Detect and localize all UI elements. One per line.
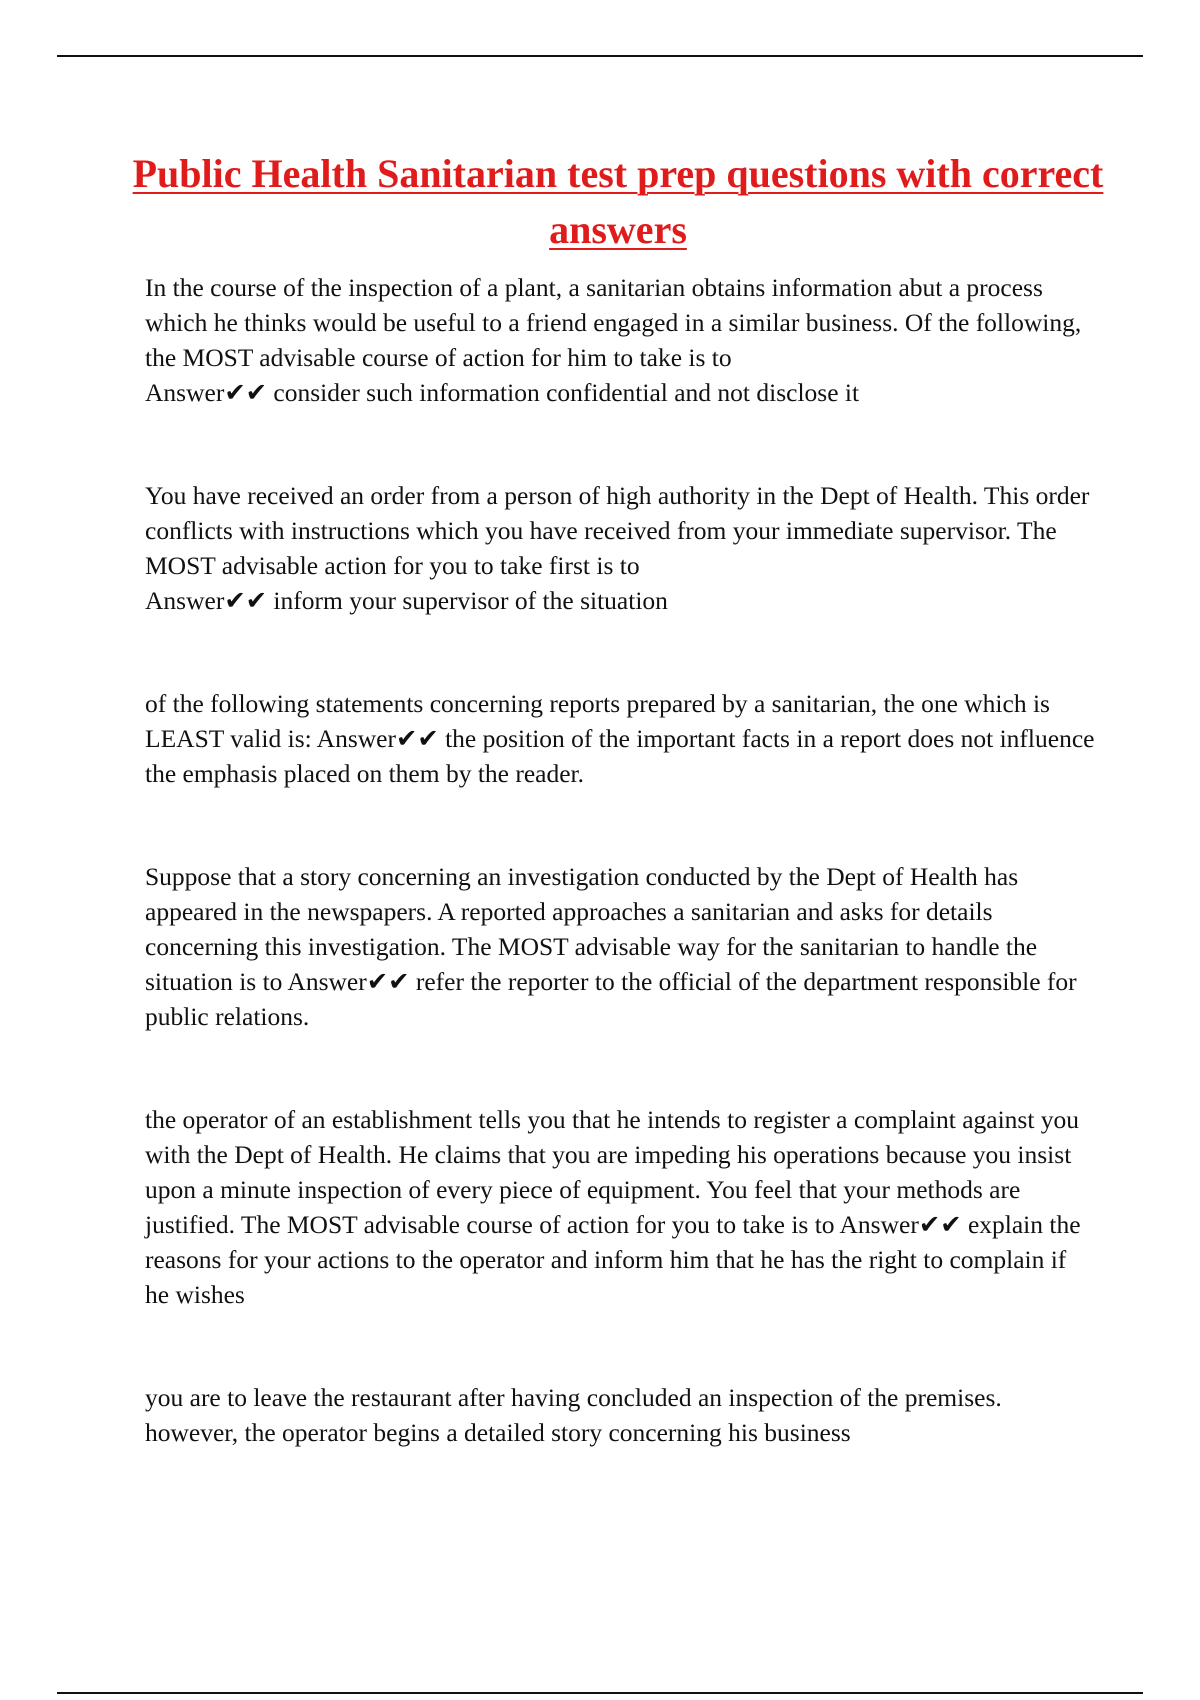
document-body <box>145 270 1095 1518</box>
qa-item <box>145 478 1095 618</box>
answer-text: inform your supervisor of the situation <box>273 586 668 615</box>
answer-label: Answer✔✔ <box>839 1210 962 1239</box>
qa-item <box>145 859 1095 1034</box>
qa-item <box>145 270 1095 410</box>
answer-label: Answer✔✔ <box>316 724 439 753</box>
document-title: Public Health Sanitarian test prep questions with correct answers <box>132 151 1104 252</box>
answer-label: Answer✔✔ <box>145 586 268 615</box>
answer-text: the position of the important facts in a report does not influence the emphasis placed on them by the reader. <box>145 724 1095 788</box>
question-text: Suppose that a story concerning an investigation conducted by the Dept of Health has appeared in the newspapers. A reported approaches a sanitarian and asks for details concerning this investigation. The MOST advisable way for the sanitarian to handle the situation is to <box>145 862 1038 996</box>
qa-item <box>145 1380 1095 1450</box>
question-text: You have received an order from a person of high authority in the Dept of Health. This order conflicts with instructions which you have received from your immediate supervisor. The MOST advisable action for you to take first is to <box>145 481 1090 580</box>
question-text: you are to leave the restaurant after having concluded an inspection of the premises. however, the operator begins a detailed story concerning his business <box>145 1383 1002 1447</box>
answer-text: explain the reasons for your actions to the operator and inform him that he has the right to complain if he wishes <box>145 1210 1081 1309</box>
answer-label: Answer✔✔ <box>287 967 410 996</box>
qa-item <box>145 686 1095 791</box>
answer-text: refer the reporter to the official of the department responsible for public relations. <box>145 967 1077 1031</box>
top-rule <box>57 55 1143 57</box>
bottom-rule <box>57 1692 1143 1694</box>
question-text: the operator of an establishment tells you that he intends to register a complaint against you with the Dept of Health. He claims that you are impeding his operations because you insist upon a minute inspection of every piece of equipment. You feel that your methods are justified. The MOST advisable course of action for you to take is to <box>145 1105 1080 1239</box>
question-text: of the following statements concerning reports prepared by a sanitarian, the one which is LEAST valid is: <box>145 689 1050 753</box>
answer-text: consider such information confidential and not disclose it <box>273 378 860 407</box>
qa-item <box>145 1102 1095 1312</box>
answer-label: Answer✔✔ <box>145 378 268 407</box>
question-text: In the course of the inspection of a plant, a sanitarian obtains information abut a process which he thinks would be useful to a friend engaged in a similar business. Of the following, the MOST advisable course of action for him to take is to <box>145 273 1082 372</box>
